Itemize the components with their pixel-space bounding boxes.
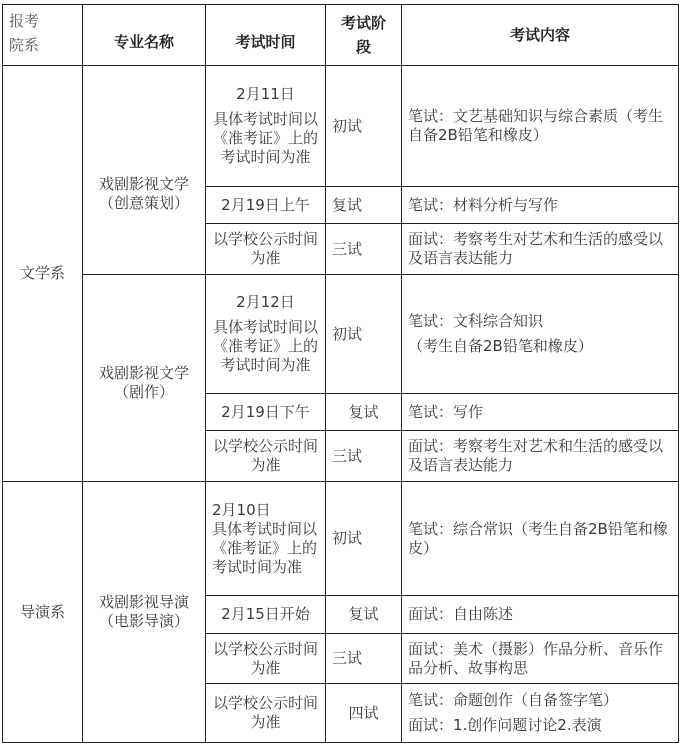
content-cell: 笔试：写作 (402, 394, 679, 431)
time-date: 2月10日 (212, 500, 271, 519)
content-cell: 笔试：材料分析与写作 (402, 187, 679, 224)
header-row (3, 5, 679, 66)
stage-cell: 三试 (326, 224, 402, 275)
content-cell (402, 275, 679, 394)
table-row (3, 275, 679, 394)
time-cell: 以学校公示时间为准 (206, 634, 326, 684)
time-note: 具体考试时间以《准考证》上的考试时间为准 (212, 110, 318, 166)
content-cell (402, 66, 679, 187)
header-stage (326, 5, 402, 66)
content-cell: 面试：美术（摄影）作品分析、音乐作品分析、故事构思 (402, 634, 679, 684)
stage-cell: 初试 (326, 482, 402, 596)
time-cell: 2月19日上午 (206, 187, 326, 224)
stage-cell: 复试 (326, 394, 402, 431)
dept-cell: 文学系 (3, 66, 83, 482)
stage-cell: 初试 (326, 275, 402, 394)
table-row (3, 482, 679, 596)
header-content: 考试内容 (402, 5, 679, 66)
content-cell: 面试：考察考生对艺术和生活的感受以及语言表达能力 (402, 431, 679, 482)
header-dept-line1: 报考 (9, 12, 40, 30)
stage-cell: 三试 (326, 634, 402, 684)
header-stage-line1: 考试阶 (340, 14, 386, 32)
time-note: 具体考试时间以《准考证》上的考试时间为准 (212, 519, 318, 576)
header-dept (3, 5, 83, 66)
major-name: 戏剧影视文学 (98, 364, 189, 382)
stage-cell: 三试 (326, 431, 402, 482)
stage-cell: 初试 (326, 66, 402, 187)
dept-cell: 导演系 (3, 482, 83, 743)
content-cell: 面试：自由陈述 (402, 596, 679, 634)
major-subname: （创意策划） (98, 194, 189, 212)
major-name: 戏剧影视文学 (98, 175, 189, 193)
time-cell: 以学校公示时间为准 (206, 684, 326, 743)
content-cell: 笔试：综合常识（考生自备2B铅笔和橡皮） (402, 482, 679, 596)
content-line: 笔试：文艺基础知识与综合素质（考生自备2B铅笔和橡皮） (408, 107, 664, 144)
major-cell (83, 482, 206, 743)
major-subname: （剧作） (113, 383, 174, 401)
time-cell: 以学校公示时间为准 (206, 224, 326, 275)
table-row (3, 66, 679, 187)
stage-cell: 复试 (326, 596, 402, 634)
major-subname: （电影导演） (98, 612, 189, 630)
content-cell (402, 684, 679, 743)
stage-cell: 四试 (326, 684, 402, 743)
content-line: 笔试：文科综合知识 (408, 312, 544, 330)
content-line: 笔试：命题创作（自备签字笔） (408, 691, 619, 709)
time-cell: 2月19日下午 (206, 394, 326, 431)
time-cell: 2月15日开始 (206, 596, 326, 634)
time-cell (206, 275, 326, 394)
major-name: 戏剧影视导演 (98, 593, 189, 611)
time-date: 2月11日 (236, 85, 295, 103)
header-major: 专业名称 (83, 5, 206, 66)
content-cell: 面试：考察考生对艺术和生活的感受以及语言表达能力 (402, 224, 679, 275)
time-cell (206, 482, 326, 596)
time-date: 2月12日 (236, 293, 295, 311)
header-stage-line2: 段 (355, 38, 371, 56)
major-cell (83, 66, 206, 275)
time-cell: 以学校公示时间为准 (206, 431, 326, 482)
time-note: 具体考试时间以《准考证》上的考试时间为准 (212, 318, 318, 374)
content-line: 面试：1.创作问题讨论2.表演 (408, 716, 602, 734)
header-dept-line2: 院系 (9, 36, 40, 54)
exam-schedule-table (2, 4, 679, 743)
content-line: （考生自备2B铅笔和橡皮） (408, 337, 593, 355)
time-cell (206, 66, 326, 187)
stage-cell: 复试 (326, 187, 402, 224)
major-cell (83, 275, 206, 482)
header-time: 考试时间 (206, 5, 326, 66)
